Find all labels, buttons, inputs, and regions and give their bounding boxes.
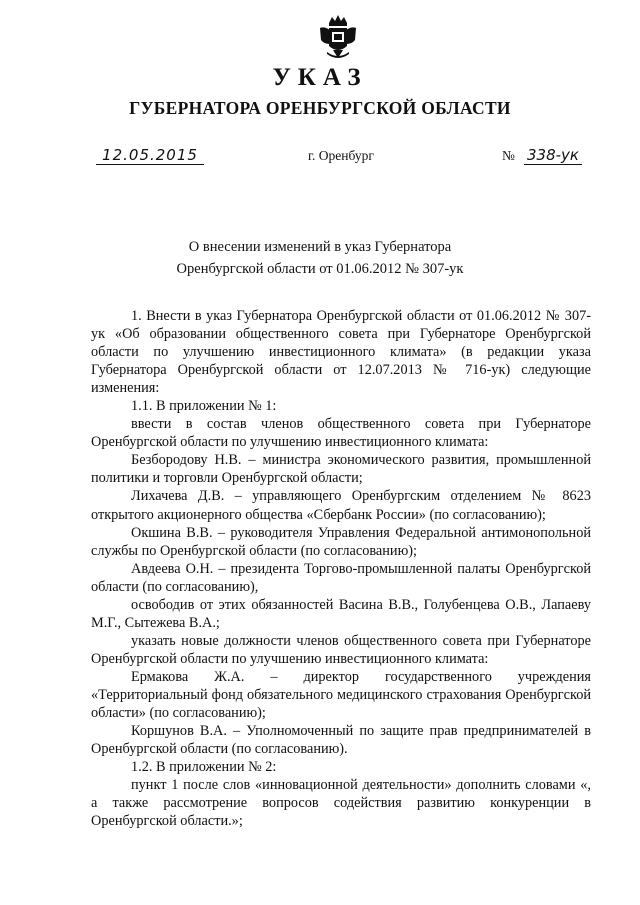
- body-paragraph: Ермакова Ж.А. – директор государственного учреждения «Территориальный фонд обязательного медицинского страхования Оренбургской области» (по согласованию);: [91, 668, 591, 722]
- body-paragraph: 1. Внести в указ Губернатора Оренбургской области от 01.06.2012 № 307-ук «Об образовании общественного совета при Губернаторе Оренбургской области по улучшению инвестиционного климата» (в редакции указа Губернатора Оренбургской области от 12.07.2013 № 716-ук) следующие изменения:: [91, 308, 591, 397]
- subject-line: О внесении изменений в указ Губернатора: [188, 239, 452, 255]
- document-title: УКАЗ: [272, 64, 368, 91]
- body-paragraph: Коршунов В.А. – Уполномоченный по защите прав предпринимателей в Оренбургской области (по согласованию).: [91, 723, 591, 758]
- document-number-label: №: [502, 148, 515, 163]
- body-paragraph: Окшина В.В. – руководителя Управления Федеральной антимонопольной службы по Оренбургской области (по согласованию);: [91, 524, 591, 559]
- document-date: 12.05.2015: [96, 146, 204, 165]
- document-subtitle: ГУБЕРНАТОРА ОРЕНБУРГСКОЙ ОБЛАСТИ: [129, 98, 511, 118]
- body-paragraph: ввести в состав членов общественного совета при Губернаторе Оренбургской области по улучшению инвестиционного климата:: [91, 416, 591, 451]
- coat-of-arms-icon: [318, 14, 358, 60]
- body-paragraph: пункт 1 после слов «инновационной деятельности» дополнить словами «, а также рассмотрение вопросов содействия развитию конкуренции в Оренбургской области.»;: [91, 777, 591, 830]
- body-paragraph: 1.2. В приложении № 2:: [131, 759, 277, 776]
- document-city: г. Оренбург: [308, 148, 374, 163]
- body-paragraph: Безбородову Н.В. – министра экономического развития, промышленной политики и торговли Оренбургской области;: [91, 452, 591, 487]
- document-number: 338-ук: [524, 146, 582, 165]
- body-paragraph: Лихачева Д.В. – управляющего Оренбургским отделением № 8623 открытого акционерного общества «Сбербанк России» (по согласованию);: [91, 488, 591, 523]
- document-meta: [0, 146, 640, 170]
- document-subject: [0, 236, 640, 280]
- document-body: [91, 307, 591, 830]
- body-paragraph: 1.1. В приложении № 1:: [131, 398, 277, 415]
- body-paragraph: освободив от этих обязанностей Васина В.В., Голубенцева О.В., Лапаеву М.Г., Сытежева В.А.;: [91, 596, 591, 631]
- subject-line: Оренбургской области от 01.06.2012 № 307-ук: [176, 261, 464, 277]
- body-paragraph: указать новые должности членов общественного совета при Губернаторе Оренбургской области по улучшению инвестиционного климата:: [91, 632, 591, 667]
- body-paragraph: Авдеева О.Н. – президента Торгово-промышленной палаты Оренбургской области (по согласованию),: [91, 560, 591, 595]
